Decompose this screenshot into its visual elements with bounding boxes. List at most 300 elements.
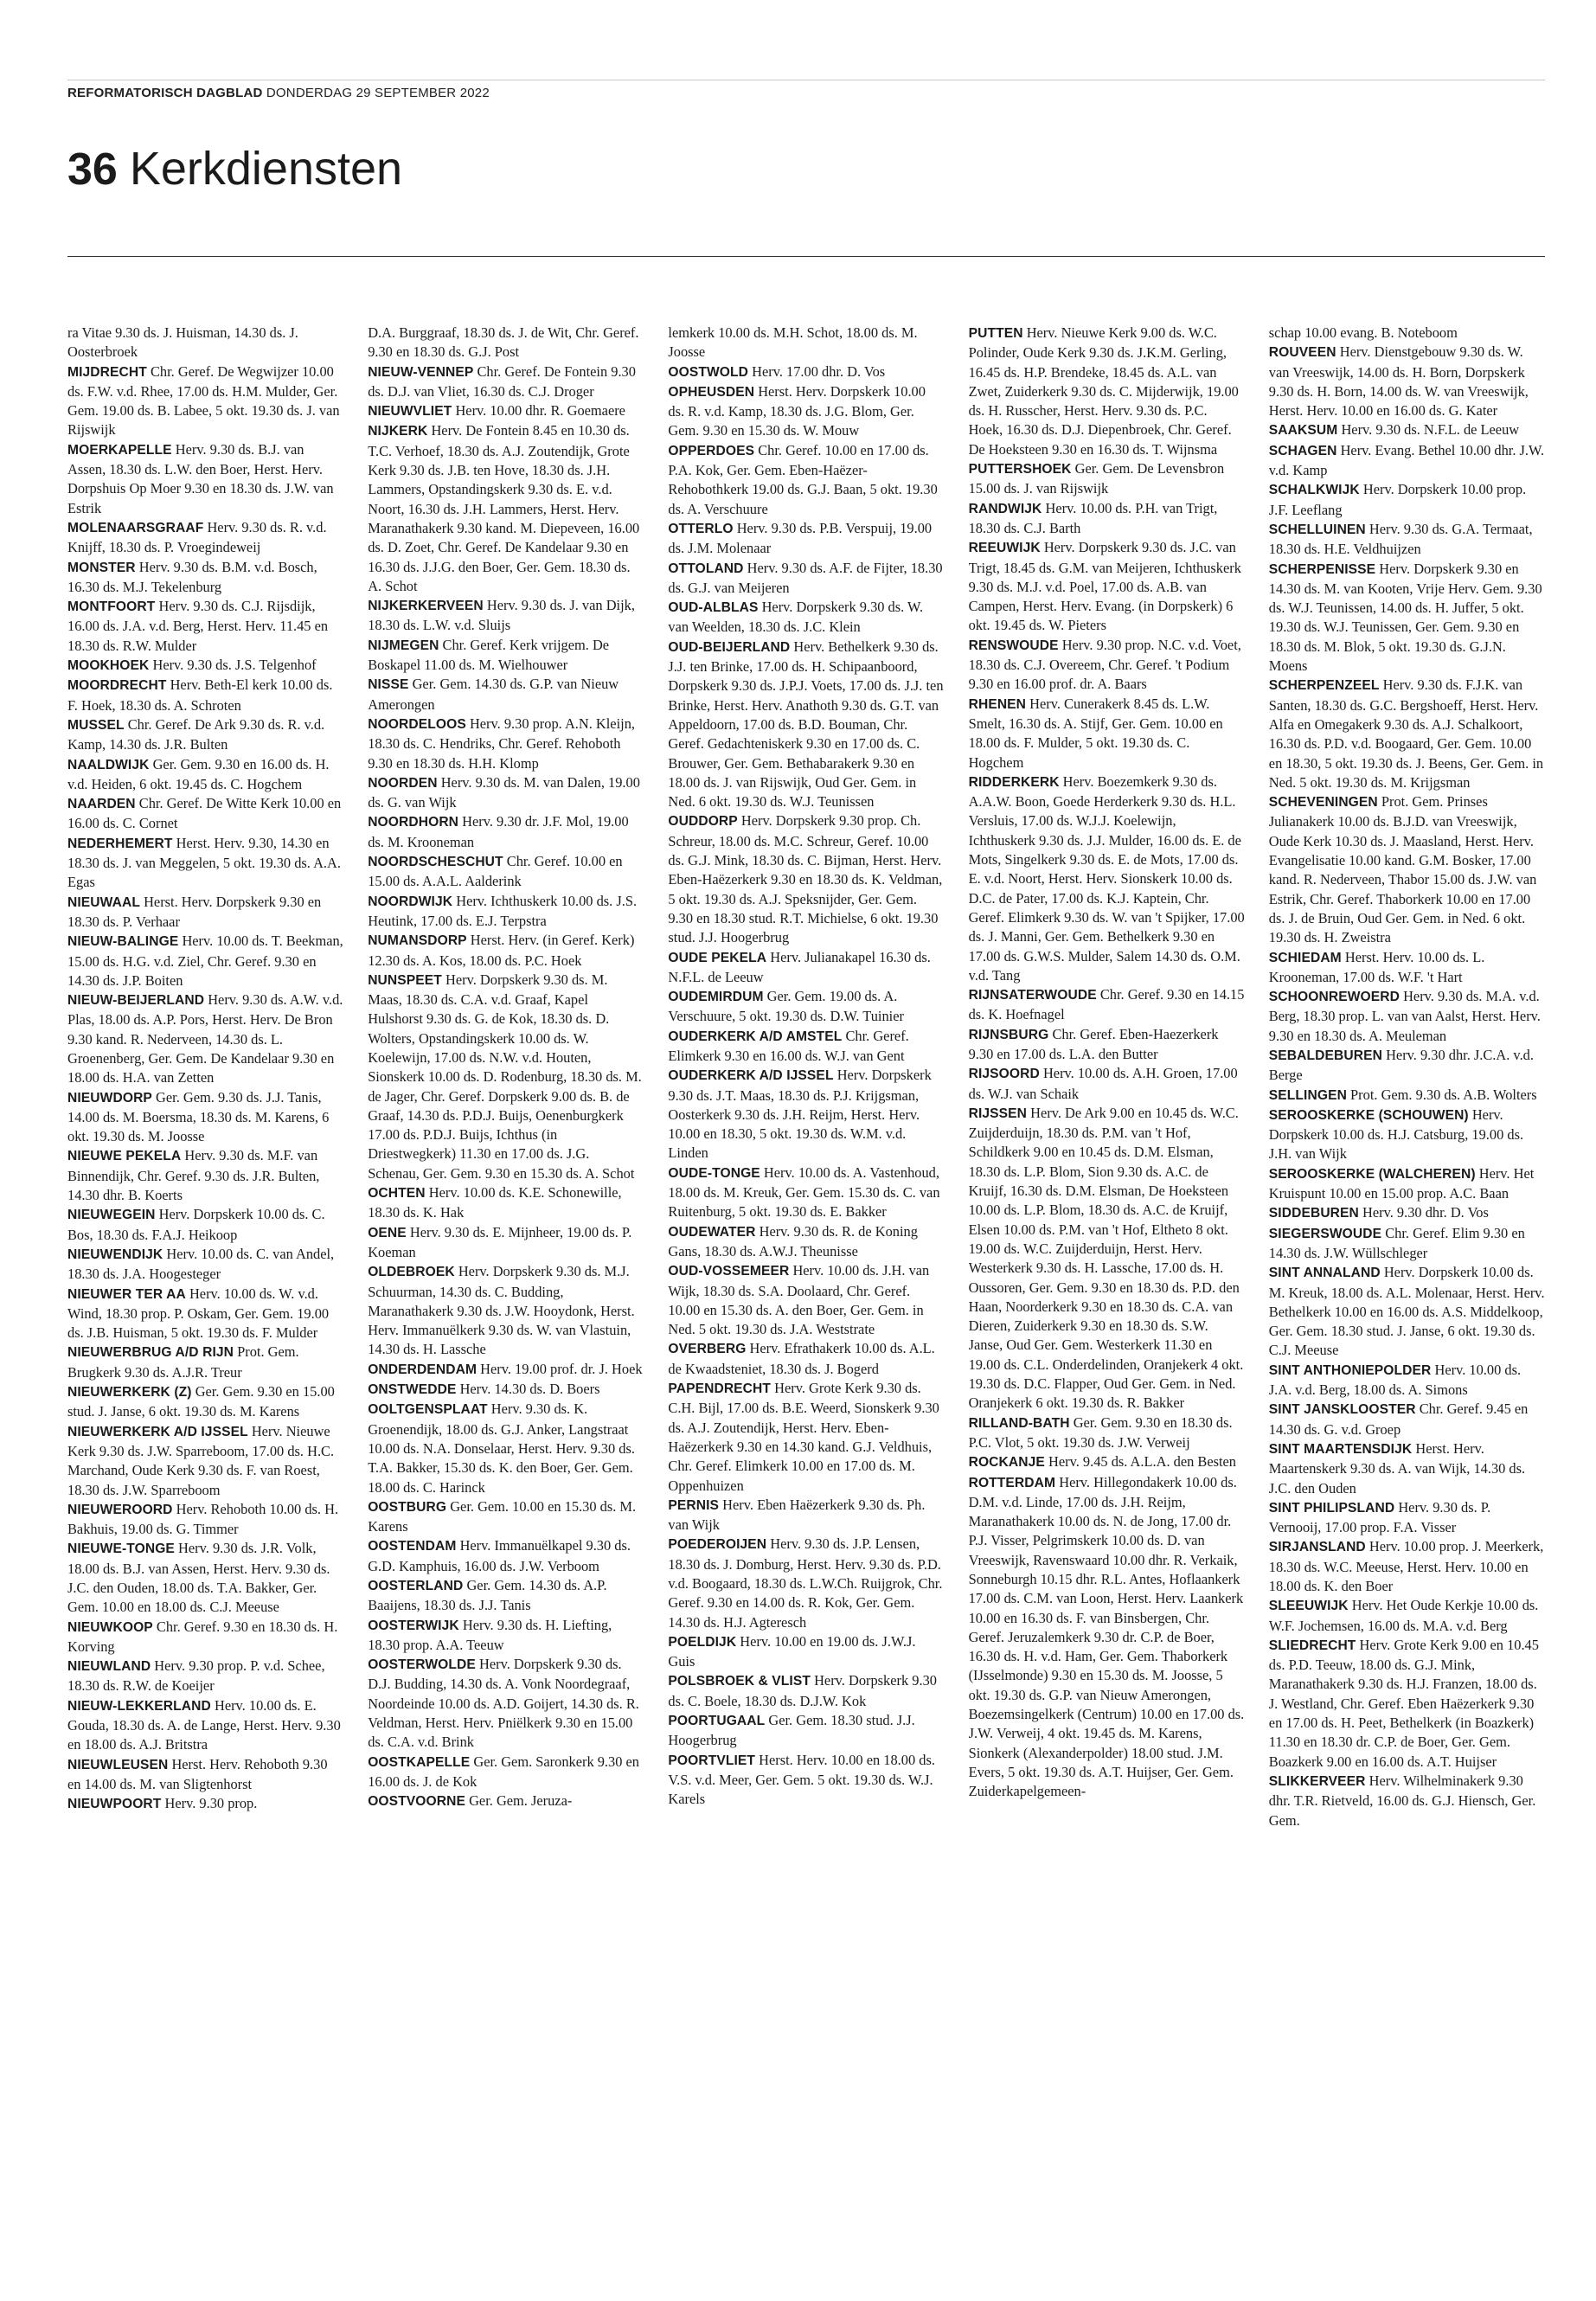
- listing-entry: [969, 1452, 1245, 1472]
- service-details: Herv. 9.30 ds. B.J. van Assen, 18.30 ds. L.W. den Boer, Herst. Herv. Dorpshuis Op Moer 9.30 en 18.30 ds. J.W. van Estrik: [67, 440, 334, 516]
- listing-entry: [1269, 420, 1545, 440]
- service-details: Herst. Herv. 10.00 ds. L. Krooneman, 17.00 ds. W.F. 't Hart: [1268, 948, 1485, 985]
- place-name: REEUWIJK: [968, 541, 1041, 556]
- listing-entry: [368, 1360, 644, 1380]
- place-name: NIEUWLEUSEN: [67, 1757, 169, 1772]
- listing-entry: [668, 559, 944, 599]
- listing-entry: [969, 324, 1245, 459]
- listing-entry: [67, 1205, 343, 1245]
- listing-entry: [67, 794, 343, 834]
- listing-entry: [1269, 480, 1545, 520]
- place-name: MIJDRECHT: [67, 364, 147, 380]
- service-details: Herv. 9.30 prop. N.C. v.d. Voet, 18.30 ds. C.J. Overeem, Chr. Geref. 't Podium 9.30 en 16.00 prof. dr. A. Baars: [968, 636, 1241, 693]
- listing-entry: [67, 990, 343, 1087]
- place-name: MUSSEL: [67, 717, 125, 733]
- service-details: Herv. Dorpskerk 9.30 ds. J.C. van Trigt, 18.45 ds. G.M. van Meijeren, Ichthuskerk 9.30 ds. M.J. v.d. Poel, 17.00 ds. A.B. van Campen, Herst. Herv. Evang. (in Dorpskerk) 6 okt. 19.45 ds. W. Pieters: [968, 539, 1241, 634]
- page-header: [67, 80, 1545, 194]
- place-name: SINT PHILIPSLAND: [1268, 1500, 1395, 1516]
- listing-entry: [1269, 1636, 1545, 1772]
- place-name: MOOKHOEK: [67, 658, 150, 674]
- place-name: OOSTVOORNE: [368, 1794, 465, 1810]
- place-name: SCHELLUINEN: [1268, 522, 1366, 537]
- service-details: Herv. Dorpskerk 9.30 ds. W. van Weelden, 18.30 ds. J.C. Klein: [668, 599, 924, 636]
- place-name: PAPENDRECHT: [668, 1381, 772, 1397]
- service-details: Herv. 10.00 ds. E. Gouda, 18.30 ds. A. de Lange, Herst. Herv. 9.30 en 18.00 ds. A.J. Britstra: [67, 1696, 341, 1753]
- listing-entry: [969, 985, 1245, 1025]
- listing-entry: [668, 1671, 944, 1711]
- place-name: SCHALKWIJK: [1268, 483, 1360, 498]
- listing-entry: [368, 636, 644, 676]
- listing-entry: [67, 834, 343, 893]
- service-details: Herv. Boezemkerk 9.30 ds. A.A.W. Boon, Goede Herderkerk 9.30 ds. H.L. Versluis, 17.00 ds. W.J.J. Koelewijn, Ichthuskerk 9.30 ds. J.J. Mulder, 16.00 ds. E. de Mots, Singelkerk 9.30 ds. E. de Mots, 17.00 ds. E. v.d. Noort, Herst. Herv. Sionskerk 10.00 ds. D.C. de Pater, 17.00 ds. K.J. Kaptein, Chr. Geref. Elimkerk 9.30 ds. W. van 't Spijker, 17.00 ds. J. Manni, Ger. Gem. Bethelkerk 9.30 en 17.00 ds. G.W.S. Mulder, Salem 14.30 ds. O.M. v.d. Tang: [968, 772, 1245, 984]
- listing-entry: [668, 987, 944, 1027]
- service-details: Herv. 9.30 ds. E. Mijnheer, 19.00 ds. P. Koeman: [368, 1223, 632, 1260]
- place-name: SINT ANNALAND: [1268, 1266, 1381, 1281]
- place-name: OOSTWOLD: [668, 364, 749, 380]
- service-details: D.A. Burggraaf, 18.30 ds. J. de Wit, Chr. Geref. 9.30 en 18.30 ds. G.J. Post: [368, 324, 639, 361]
- listing-entry: [368, 1616, 644, 1656]
- service-details: Herv. 9.30 prop.: [164, 1795, 258, 1812]
- listing-entry: [368, 852, 644, 892]
- service-details: Herv. Dorpskerk 10.00 ds. M. Kreuk, 18.00 ds. A.L. Molenaar, Herst. Herv. Bethelkerk 10.00 en 16.00 ds. A.S. Middelkoop, Ger. Gem. 18.30 stud. J. Janse, 6 okt. 19.30 ds. C.J. Meeuse: [1268, 1264, 1545, 1359]
- place-name: SLIKKERVEER: [1268, 1773, 1366, 1789]
- column-5: [1269, 324, 1545, 2287]
- listing-entry: [1269, 1361, 1545, 1400]
- service-details: Prot. Gem. 9.30 ds. A.B. Wolters: [1350, 1086, 1537, 1103]
- listing-entry: [668, 362, 944, 382]
- listing-entry: [67, 440, 343, 518]
- service-details: Herv. 9.30 prop. P. v.d. Schee, 18.30 ds. R.W. de Koeijer: [67, 1657, 325, 1695]
- service-details: lemkerk 10.00 ds. M.H. Schot, 18.00 ds. M. Joosse: [668, 324, 918, 361]
- place-name: SEBALDEBUREN: [1268, 1048, 1382, 1063]
- place-name: SCHIEDAM: [1268, 950, 1342, 965]
- place-name: POORTUGAAL: [668, 1714, 766, 1729]
- listing-entry: [668, 1027, 944, 1067]
- service-details: Herv. Dorpskerk 10.00 ds. H.J. Catsburg, 19.00 ds. J.H. van Wijk: [1268, 1106, 1524, 1163]
- listing-entry: [67, 1500, 343, 1540]
- service-details: Herv. Nieuwe Kerk 9.00 ds. W.C. Polinder, Oude Kerk 9.30 ds. J.K.M. Gerling, 16.45 ds. H.P. Brendeke, 18.45 ds. A.L. van Zwet, Zuiderkerk 9.30 ds. C. Mijderwijk, 19.00 ds. H. Russcher, Herst. Herv. 9.30 ds. P.C. Hoek, 16.30 ds. D.J. Diepenbroek, Chr. Geref. De Hoeksteen 9.30 en 16.30 ds. T. Wijnsma: [968, 324, 1239, 458]
- place-name: SCHERPENZEEL: [1268, 678, 1380, 694]
- title-row: [67, 142, 1545, 194]
- place-name: SEROOSKERKE (SCHOUWEN): [1268, 1107, 1469, 1123]
- service-details: Herv. 9.30 ds. G.A. Termaat, 18.30 ds. H.E. Veldhuijzen: [1268, 520, 1533, 558]
- listing-entry: [67, 1382, 343, 1422]
- service-details: Herv. Dorpskerk 9.30 prop. Ch. Schreur, 18.00 ds. M.C. Schreur, Geref. 10.00 ds. G.J. Mink, 18.30 ds. C. Bijman, Herst. Herv. Eben-Haëzerkerk 9.30 en 18.30 ds. K. Veldman, 5 okt. 19.30 ds. A.J. Speksnijder, Ger. Gem. 9.30 en 18.30 stud. R.T. Michielse, 6 okt. 19.30 stud. J.J. Hoogerbrug: [668, 812, 943, 946]
- listing-entry: [668, 519, 944, 559]
- service-details: Herv. 9.30 ds. P.B. Verspuij, 19.00 ds. J.M. Molenaar: [668, 519, 933, 557]
- service-details: Herv. Wilhelminakerk 9.30 dhr. T.R. Rietveld, 16.00 ds. G.J. Hiensch, Ger. Gem.: [1268, 1772, 1536, 1829]
- listing-entry: [1269, 1596, 1545, 1636]
- service-details: Herv. 10.00 ds. C. van Andel, 18.30 ds. J.A. Hoogesteger: [67, 1245, 335, 1283]
- listing-entry: [668, 1066, 944, 1163]
- service-details: Herv. 9.30 ds. B.M. v.d. Bosch, 16.30 ds. M.J. Tekelenburg: [67, 558, 317, 595]
- place-name: OCHTEN: [368, 1186, 426, 1202]
- column-2: [368, 324, 644, 2287]
- listing-entry: [67, 1285, 343, 1343]
- listing-entry: [1269, 676, 1545, 792]
- service-details: Ger. Gem. 19.00 ds. A. Verschuure, 5 okt. 19.30 ds. D.W. Tuinier: [668, 988, 904, 1025]
- place-name: NOORDELOOS: [368, 716, 466, 732]
- place-name: NIJKERKERVEEN: [368, 599, 484, 614]
- place-name: OOSTKAPELLE: [368, 1754, 471, 1770]
- place-name: NIEUWAAL: [67, 894, 140, 910]
- place-name: ROCKANJE: [968, 1455, 1045, 1471]
- listing-entry: [67, 518, 343, 558]
- service-details: Herv. 9.30 ds. A.W. v.d. Plas, 18.00 ds. A.P. Pors, Herst. Herv. De Bron 9.30 kand. R. Nederveen, 14.30 ds. L. Groenenberg, Ger. Gem. De Kandelaar 9.30 en 18.00 ds. H.A. van Zetten: [67, 991, 343, 1086]
- place-name: NAALDWIJK: [67, 757, 150, 772]
- service-details: Herst. Herv. 10.00 en 18.00 ds. V.S. v.d. Meer, Ger. Gem. 5 okt. 19.30 ds. W.J. Karels: [668, 1751, 935, 1808]
- service-details: Ger. Gem. 10.00 en 15.30 ds. M. Karens: [368, 1497, 637, 1535]
- place-name: OOSTENDAM: [368, 1539, 457, 1554]
- listing-entry: [368, 812, 644, 852]
- service-details: Chr. Geref. 10.00 en 17.00 ds. P.A. Kok, Ger. Gem. Eben-Haëzer-Rehobothkerk 19.00 ds. G.J. Baan, 5 okt. 19.30 ds. A. Verschuure: [668, 441, 938, 517]
- place-name: NAARDEN: [67, 797, 136, 812]
- service-details: Ger. Gem. De Levensbron 15.00 ds. J. van Rijswijk: [968, 460, 1225, 497]
- place-name: ONDERDENDAM: [368, 1362, 478, 1377]
- service-details: Herv. Grote Kerk 9.30 ds. C.H. Bijl, 17.00 ds. B.E. Weerd, Sionskerk 9.30 ds. A.J. Zoutendijk, Herst. Herv. Eben-Haëzerkerk 9.30 en 14.30 kand. G.J. Veldhuis, Chr. Geref. Elimkerk 10.00 en 17.00 ds. M. Oppenhuizen: [668, 1380, 939, 1494]
- listing-entry: [969, 772, 1245, 985]
- service-details: Herst. Herv. Rehoboth 9.30 en 14.00 ds. M. van Sligtenhorst: [67, 1755, 328, 1792]
- service-details: Herv. 9.30 ds. M.F. van Binnendijk, Chr. Geref. 9.30 ds. J.R. Bulten, 14.30 dhr. B. Koerts: [67, 1147, 320, 1204]
- place-name: SCHAGEN: [1268, 443, 1337, 458]
- place-name: SIRJANSLAND: [1268, 1540, 1366, 1555]
- section-title: Kerkdiensten: [129, 143, 403, 195]
- listing-entry: [1269, 1498, 1545, 1538]
- service-details: Herv. 9.30 ds. C.J. Rijsdijk, 16.00 ds. J.A. v.d. Berg, Herst. Herv. 11.45 en 18.30 ds. R.W. Mulder: [67, 598, 329, 654]
- listing-entry: [668, 948, 944, 988]
- listing-entry: [668, 1711, 944, 1751]
- place-name: NIEUWLAND: [67, 1659, 151, 1675]
- place-name: NIEUWENDIJK: [67, 1247, 163, 1262]
- service-details: Herv. Bethelkerk 9.30 ds. J.J. ten Brinke, 17.00 ds. H. Schipaanboord, Dorpskerk 9.30 ds. J.P.J. Voets, 17.00 ds. J.J. ten Brinke, Herst. Herv. Anathoth 9.30 ds. G.T. van Appeldoorn, 17.00 ds. B.D. Bouman, Chr. Geref. Gedachteniskerk 9.30 en 17.00 ds. C. Brouwer, Ger. Gem. Bethabarakerk 9.30 en 18.00 ds. J. van Rijswijk, Oud Ger. Gem. in Ned. 6 okt. 19.30 ds. W.J. Teunissen: [668, 638, 944, 811]
- listing-entry: [668, 1222, 944, 1262]
- service-details: Herv. Dienstgebouw 9.30 ds. W. van Vreeswijk, 14.00 ds. H. Born, Dorpskerk 9.30 ds. H. Born, 14.00 ds. W. van Vreeswijk, Herst. Herv. 10.00 en 16.00 ds. G. Kater: [1268, 343, 1529, 420]
- listing-entry: [368, 1262, 644, 1359]
- place-name: NIEUW-VENNEP: [368, 364, 474, 380]
- publication-name: REFORMATORISCH DAGBLAD: [67, 86, 263, 100]
- listing-entry: [67, 1696, 343, 1755]
- service-details: Chr. Geref. De Wegwijzer 10.00 ds. F.W. v.d. Rhee, 17.00 ds. H.M. Mulder, Ger. Gem. 19.00 ds. B. Labee, 5 okt. 19.30 ds. J. van Rijswijk: [67, 362, 340, 439]
- service-details: schap 10.00 evang. B. Noteboom: [1268, 324, 1458, 341]
- service-details: Herv. 9.30 ds. A.F. de Fijter, 18.30 ds. G.J. van Meijeren: [668, 559, 943, 596]
- place-name: NIEUWDORP: [67, 1090, 152, 1106]
- place-name: NIEUW-BALINGE: [67, 934, 179, 950]
- service-details: Herv. 10.00 ds. J.A. v.d. Berg, 18.00 ds. A. Simons: [1268, 1361, 1522, 1399]
- service-details: Ger. Gem. 14.30 ds. G.P. van Nieuw Amerongen: [368, 676, 619, 713]
- listing-entry: [67, 1146, 343, 1205]
- listings-columns: [67, 324, 1545, 2287]
- listing-entry: [1269, 560, 1545, 676]
- listing-entry: [668, 1496, 944, 1535]
- place-name: NEDERHEMERT: [67, 836, 173, 851]
- listing-entry: [1269, 948, 1545, 988]
- service-details: Chr. Geref. Elim 9.30 en 14.30 ds. J.W. Wüllschleger: [1268, 1224, 1525, 1261]
- place-name: PUTTERSHOEK: [968, 462, 1072, 478]
- place-name: RHENEN: [968, 696, 1027, 712]
- service-details: Herv. 10.00 prop. J. Meerkerk, 18.30 ds. W.C. Meeuse, Herst. Herv. 10.00 en 18.00 ds. K. den Boer: [1268, 1538, 1544, 1594]
- service-details: Herv. 9.30 ds. M. van Dalen, 19.00 ds. G. van Wijk: [368, 773, 640, 811]
- listing-entry: [668, 598, 944, 638]
- service-details: Herv. Dorpskerk 9.30 ds. M.J. Schuurman, 14.30 ds. C. Budding, Maranathakerk 9.30 ds. J.W. Hooydonk, Herst. Herv. Immanuëlkerk 9.30 ds. W. van Vlastuin, 14.30 ds. H. Lassche: [368, 1263, 635, 1358]
- service-details: Herv. 9.30 ds. J.R. Volk, 18.00 ds. B.J. van Assen, Herst. Herv. 9.30 ds. J.C. den Ouden, 18.00 ds. T.A. Bakker, Ger. Gem. 10.00 en 18.00 ds. C.J. Meeuse: [67, 1540, 330, 1616]
- listing-entry: [1269, 792, 1545, 947]
- place-name: NIEUWKOOP: [67, 1619, 153, 1635]
- listing-entry: [368, 596, 644, 636]
- listing-entry: [1269, 1439, 1545, 1498]
- listing-entry: [1269, 520, 1545, 560]
- place-name: ONSTWEDDE: [368, 1382, 457, 1398]
- service-details: Herv. Beth-El kerk 10.00 ds. F. Hoek, 18.30 ds. A. Schroten: [67, 676, 333, 714]
- place-name: SAAKSUM: [1268, 423, 1338, 439]
- listing-entry: [368, 971, 644, 1183]
- place-name: OUDDORP: [668, 814, 738, 830]
- service-details: Herv. 10.00 ds. A. Vastenhoud, 18.00 ds. M. Kreuk, Ger. Gem. 15.30 ds. C. van Ruitenburg, 5 okt. 19.30 ds. E. Bakker: [668, 1163, 940, 1221]
- place-name: RIJNSATERWOUDE: [968, 988, 1097, 1003]
- service-details: Herv. Rehoboth 10.00 ds. H. Bakhuis, 19.00 ds. G. Timmer: [67, 1500, 339, 1538]
- listing-entry: [67, 558, 343, 598]
- service-details: Herst. Herv. Dorpskerk 10.00 ds. R. v.d. Kamp, 18.30 ds. J.G. Blom, Ger. Gem. 9.30 en 15.30 ds. W. Mouw: [668, 382, 926, 439]
- service-details: Chr. Geref. Elimkerk 9.30 en 16.00 ds. W.J. van Gent: [668, 1027, 909, 1064]
- place-name: SCHERPENISSE: [1268, 561, 1376, 577]
- place-name: NIEUW-BEIJERLAND: [67, 993, 205, 1009]
- place-name: OENE: [368, 1225, 407, 1240]
- place-name: SLEEUWIJK: [1268, 1599, 1349, 1614]
- listing-entry: [668, 1379, 944, 1496]
- listing-entry: [368, 324, 644, 362]
- listing-entry: [67, 1422, 343, 1500]
- place-name: MOORDRECHT: [67, 678, 167, 694]
- place-name: PERNIS: [668, 1497, 720, 1513]
- listing-entry: [368, 1497, 644, 1537]
- service-details: ra Vitae 9.30 ds. J. Huisman, 14.30 ds. J. Oosterbroek: [67, 324, 298, 361]
- listing-entry: [668, 638, 944, 812]
- listing-entry: [368, 1655, 644, 1752]
- place-name: RIJSSEN: [968, 1106, 1028, 1121]
- service-details: Herv. Immanuëlkapel 9.30 ds. G.D. Kamphuis, 16.00 ds. J.W. Verboom: [368, 1537, 631, 1574]
- listing-entry: [668, 1632, 944, 1672]
- service-details: Prot. Gem. Prinses Julianakerk 10.00 ds. B.J.D. van Vreeswijk, Oude Kerk 10.30 ds. J. Maasland, Herst. Herv. Evangelisatie 10.00 kand. G.M. Bosker, 17.00 kand. R. Nederveen, Thabor 15.00 ds. J.W. van Estrik, Chr. Geref. Thaborkerk 10.00 en 17.00 ds. J. de Bruin, Oud Ger. Gem. in Ned. 6 okt. 19.30 ds. H. Zweistra: [1268, 793, 1537, 946]
- place-name: SELLINGEN: [1268, 1087, 1347, 1103]
- listing-entry: [1269, 1537, 1545, 1596]
- place-name: RILLAND-BATH: [968, 1415, 1070, 1431]
- place-name: SEROOSKERKE (WALCHEREN): [1268, 1166, 1476, 1182]
- service-details: Herv. Efrathakerk 10.00 ds. A.L. de Kwaadsteniet, 18.30 ds. J. Bogerd: [668, 1340, 935, 1377]
- listing-entry: [969, 1104, 1245, 1413]
- listing-entry: [368, 773, 644, 813]
- column-1: [67, 324, 343, 2287]
- place-name: MONSTER: [67, 560, 136, 575]
- service-details: Herv. 9.30 prop. A.N. Kleijn, 18.30 ds. C. Hendriks, Chr. Geref. Rehoboth 9.30 en 18.30 ds. H.H. Klomp: [368, 715, 635, 772]
- place-name: NIEUWERKERK (Z): [67, 1385, 192, 1400]
- listing-entry: [969, 538, 1245, 635]
- listing-entry: [1269, 987, 1545, 1046]
- service-details: Ger. Gem. Jeruza-: [469, 1792, 573, 1810]
- listing-entry: [67, 1794, 343, 1814]
- place-name: OVERBERG: [668, 1342, 747, 1357]
- service-details: Herv. 9.30 ds. M.A. v.d. Berg, 18.30 prop. L. van van Aalst, Herst. Herv. 9.30 en 18.30 ds. A. Meuleman: [1268, 988, 1541, 1044]
- listing-entry: [668, 811, 944, 947]
- service-details: Herv. Het Kruispunt 10.00 en 15.00 prop. A.C. Baan: [1268, 1164, 1535, 1202]
- listing-entry: [668, 1535, 944, 1631]
- service-details: Herv. 9.30 ds. J. van Dijk, 18.30 ds. L.W. v.d. Sluijs: [368, 597, 635, 634]
- service-details: Herv. 10.00 ds. P.H. van Trigt, 18.30 ds. C.J. Barth: [968, 499, 1218, 536]
- listing-entry: [1269, 1224, 1545, 1264]
- service-details: Herv. Hillegondakerk 10.00 ds. D.M. v.d. Linde, 17.00 ds. J.H. Reijm, Maranathakerk 10.00 ds. N. de Jong, 17.00 dr. P.J. Visser, Pelgrimskerk 10.00 ds. D. van Vreeswijk, Ravenswaard 10.00 dhr. R. Verkaik, Sonneburgh 10.15 dhr. R.L. Antes, Hoflaankerk 17.00 ds. C.M. van Loon, Herst. Herv. Laankerk 10.00 en 16.30 ds. F. van Binsbergen, Chr. Geref. Jeruzalemkerk 9.30 dr. C.P. de Boer, 16.30 ds. H. v.d. Ham, Ger. Gem. Thaborkerk (IJsselmonde) 9.30 en 15.30 ds. M. Joosse, 5 okt. 19.30 ds. G.P. van Nieuw Amerongen, Boezemsingelkerk (Centrum) 10.00 en 17.00 ds. J.W. Verweij, 4 okt. 19.45 ds. M. Karens, Sionkerk (Alexanderpolder) 18.00 stud. J.M. Evers, 5 okt. 19.30 ds. A.T. Huijser, Ger. Gem. Zuiderkapelgemeen-: [968, 1473, 1245, 1800]
- service-details: Herv. 9.30 ds. N.F.L. de Leeuw: [1341, 421, 1520, 439]
- service-details: Herv. 9.30 ds. K. Groenendijk, 18.00 ds. G.J. Anker, Langstraat 10.00 ds. N.A. Donselaar, Herst. Herv. 9.30 ds. T.A. Bakker, 15.30 ds. K. den Boer, Ger. Gem. 18.00 ds. C. Harinck: [368, 1400, 635, 1496]
- service-details: Herv. 10.00 ds. J.H. van Wijk, 18.30 ds. S.A. Doolaard, Chr. Geref. 10.00 en 15.30 ds. A. den Boer, Ger. Gem. in Ned. 5 okt. 19.30 ds. J.A. Weststrate: [668, 1262, 930, 1338]
- service-details: Herv. Dorpskerk 9.30 ds. C. Boele, 18.30 ds. D.J.W. Kok: [668, 1672, 937, 1709]
- place-name: NUNSPEET: [368, 972, 442, 988]
- service-details: Herv. Dorpskerk 10.00 ds. C. Bos, 18.30 ds. F.A.J. Heikoop: [67, 1206, 325, 1243]
- listing-entry: [969, 695, 1245, 772]
- listing-entry: [1269, 1400, 1545, 1439]
- place-name: NIEUWER TER AA: [67, 1286, 186, 1302]
- place-name: OUD-BEIJERLAND: [668, 639, 791, 655]
- place-name: NIEUWEGEIN: [67, 1208, 156, 1223]
- service-details: Herv. 9.30 ds. R. v.d. Knijff, 18.30 ds. P. Vroegindeweij: [67, 518, 327, 556]
- listing-entry: [668, 1751, 944, 1810]
- service-details: Ger. Gem. 9.30 en 16.00 ds. H. v.d. Heiden, 6 okt. 19.45 ds. C. Hogchem: [67, 755, 330, 792]
- place-name: NIEUWE-TONGE: [67, 1541, 175, 1557]
- service-details: Herst. Herv. Maartenskerk 9.30 ds. A. van Wijk, 14.30 ds. J.C. den Ouden: [1268, 1439, 1526, 1497]
- service-details: Herv. 9.30 dr. J.F. Mol, 19.00 ds. M. Krooneman: [368, 813, 629, 850]
- place-name: MONTFOORT: [67, 599, 156, 615]
- listing-entry: [67, 1343, 343, 1382]
- place-name: SLIEDRECHT: [1268, 1638, 1356, 1653]
- place-name: RANDWIJK: [968, 501, 1042, 516]
- listing-entry: [368, 715, 644, 773]
- service-details: Chr. Geref. 9.45 en 14.30 ds. G. v.d. Groep: [1268, 1400, 1529, 1438]
- place-name: OOSTBURG: [368, 1499, 447, 1515]
- service-details: Herv. De Fontein 8.45 en 10.30 ds. T.C. Verhoef, 18.30 ds. A.J. Zoutendijk, Grote Kerk 9.30 ds. J.B. ten Hove, 18.30 ds. J.H. Lammers, Opstandingskerk 9.30 ds. E. v.d. Noort, 16.30 ds. J.H. Lammers, Herst. Herv. Maranathakerk 9.30 kand. M. Diepeveen, 16.00 ds. D. Zoet, Chr. Geref. De Kandelaar 9.30 en 16.30 ds. J.J.G. den Boer, Ger. Gem. 18.30 ds. A. Schot: [368, 422, 640, 594]
- place-name: OOSTERWIJK: [368, 1618, 459, 1633]
- listing-entry: [969, 1473, 1245, 1802]
- listing-entry: [1269, 1203, 1545, 1223]
- place-name: OUD-ALBLAS: [668, 600, 759, 616]
- service-details: Herv. Dorpskerk 10.00 prop. J.F. Leeflang: [1268, 481, 1527, 518]
- listing-entry: [368, 1576, 644, 1616]
- place-name: NIJMEGEN: [368, 638, 439, 653]
- listing-entry: [969, 1413, 1245, 1453]
- listing-entry: [969, 1064, 1245, 1104]
- place-name: NUMANSDORP: [368, 933, 467, 949]
- place-name: OUDEWATER: [668, 1224, 756, 1240]
- service-details: Herst. Herv. (in Geref. Kerk) 12.30 ds. A. Kos, 18.00 ds. P.C. Hoek: [368, 932, 635, 969]
- service-details: Herv. Cunerakerk 8.45 ds. L.W. Smelt, 16.30 ds. A. Stijf, Ger. Gem. 10.00 en 18.00 ds. F. Mulder, 5 okt. 19.30 ds. C. Hogchem: [968, 695, 1223, 771]
- service-details: Herv. Dorpskerk 9.30 en 14.30 ds. M. van Kooten, Vrije Herv. Gem. 9.30 ds. W.J. Teunissen, 14.00 ds. H. Juffer, 5 okt. 19.30 ds. W.J. Teunissen, Ger. Gem. 9.30 en 18.30 ds. M. Blok, 5 okt. 19.30 ds. G.J.N. Moens: [1268, 560, 1542, 675]
- listing-entry: [668, 1339, 944, 1379]
- service-details: Herv. Het Oude Kerkje 10.00 ds. W.F. Jochemsen, 16.00 ds. M.A. v.d. Berg: [1268, 1597, 1539, 1634]
- service-details: Herv. 9.30 ds. F.J.K. van Santen, 18.30 ds. G.C. Bergshoeff, Herst. Herv. Alfa en Omegakerk 9.30 ds. A.J. Schalkoort, 16.30 ds. P.D. v.d. Boogaard, Ger. Gem. 10.00 en 18.30, 5 okt. 19.30 ds. J. Beens, Ger. Gem. in Ned. 5 okt. 19.30 ds. M. Krijgsman: [1268, 676, 1544, 791]
- listing-entry: [668, 382, 944, 441]
- place-name: POLSBROEK & VLIST: [668, 1674, 811, 1689]
- place-name: MOERKAPELLE: [67, 442, 172, 458]
- place-name: OLDEBROEK: [368, 1265, 455, 1280]
- listing-entry: [368, 421, 644, 596]
- listing-entry: [67, 1539, 343, 1617]
- service-details: Herv. Dorpskerk 9.30 ds. M. Maas, 18.30 ds. C.A. v.d. Graaf, Kapel Hulshorst 9.30 ds. G. de Kok, 18.30 ds. D. Wolters, Opstandingskerk 10.00 ds. W. Koelewijn, 17.00 ds. N.W. v.d. Houten, Sionskerk 10.00 ds. D. Rodenburg, 18.30 ds. M. de Jager, Chr. Geref. Dorpskerk 9.00 ds. B. de Graaf, 14.30 ds. P.D.J. Buijs, Oenenburgkerk 17.00 ds. P.D.J. Buijs, Ichthus (in Driestwegkerk) 11.30 en 17.00 ds. J.G. Schenau, Ger. Gem. 9.30 en 15.30 ds. A. Schot: [368, 971, 642, 1182]
- place-name: PUTTEN: [968, 326, 1023, 341]
- service-details: Herv. Julianakapel 16.30 ds. N.F.L. de Leeuw: [668, 948, 931, 985]
- service-details: Herv. Dorpskerk 9.30 ds. D.J. Budding, 14.30 ds. A. Vonk Noordegraaf, Noordeinde 10.00 ds. A.D. Goijert, 14.30 ds. R. Veldman, Herst. Herv. Pniëlkerk 9.30 en 15.00 ds. C.A. v.d. Brink: [368, 1656, 639, 1751]
- listing-entry: [1269, 1106, 1545, 1164]
- listing-entry: [67, 362, 343, 440]
- place-name: OUD-VOSSEMEER: [668, 1264, 790, 1279]
- service-details: Chr. Geref. 9.30 en 18.30 ds. H. Korving: [67, 1618, 338, 1655]
- listing-entry: [368, 1183, 644, 1223]
- listing-entry: [368, 1400, 644, 1497]
- service-details: Chr. Geref. Kerk vrijgem. De Boskapel 11.00 ds. M. Wielhouwer: [368, 636, 610, 674]
- place-name: OOSTERLAND: [368, 1579, 464, 1593]
- service-details: Herv. 9.30 ds. P. Vernooij, 17.00 prop. F.A. Visser: [1268, 1498, 1491, 1536]
- place-name: OTTERLO: [668, 521, 734, 536]
- listing-entry: [67, 1755, 343, 1795]
- place-name: OUDERKERK A/D IJSSEL: [668, 1068, 834, 1084]
- service-details: Ger. Gem. 9.30 en 18.30 ds. P.C. Vlot, 5 okt. 19.30 ds. J.W. Verweij: [968, 1413, 1233, 1451]
- place-name: NIEUWERBRUG A/D RIJN: [67, 1345, 234, 1361]
- service-details: Herv. 10.00 ds. K.E. Schonewille, 18.30 ds. K. Hak: [368, 1184, 622, 1221]
- place-name: NISSE: [368, 677, 409, 693]
- place-name: SINT ANTHONIEPOLDER: [1268, 1362, 1432, 1378]
- listing-entry: [368, 675, 644, 715]
- service-details: Chr. Geref. 10.00 en 15.00 ds. A.A.L. Aalderink: [368, 853, 623, 890]
- service-details: Herv. Dorpskerk 9.30 ds. J.T. Maas, 18.30 ds. P.J. Krijgsman, Oosterkerk 9.30 ds. J.H. Reijm, Herst. Herv. 10.00 en 18.30, 5 okt. 19.30 ds. W.M. v.d. Linden: [668, 1067, 932, 1162]
- listing-entry: [67, 1245, 343, 1285]
- place-name: OPPERDOES: [668, 443, 755, 458]
- place-name: SCHEVENINGEN: [1268, 795, 1378, 811]
- place-name: POELDIJK: [668, 1634, 737, 1650]
- listing-entry: [368, 931, 644, 971]
- service-details: Herv. 17.00 dhr. D. Vos: [752, 362, 886, 380]
- listing-entry: [969, 499, 1245, 539]
- listing-entry: [67, 893, 343, 933]
- listing-entry: [368, 1536, 644, 1576]
- column-3: [668, 324, 944, 2287]
- service-details: Herv. Evang. Bethel 10.00 dhr. J.W. v.d. Kamp: [1268, 441, 1545, 479]
- service-details: Herv. 9.30 ds. R. de Koning Gans, 18.30 ds. A.W.J. Theunisse: [668, 1222, 918, 1259]
- service-details: Herv. 10.00 en 19.00 ds. J.W.J. Guis: [668, 1632, 916, 1670]
- listing-entry: [969, 1025, 1245, 1065]
- listing-entry: [1269, 1046, 1545, 1086]
- service-details: Herv. 10.00 ds. A.H. Groen, 17.00 ds. W.J. van Schaik: [968, 1065, 1238, 1102]
- place-name: RIJNSBURG: [968, 1027, 1049, 1042]
- service-details: Chr. Geref. De Fontein 9.30 ds. D.J. van Vliet, 16.30 ds. C.J. Droger: [368, 362, 636, 400]
- publication-line: [67, 80, 1545, 100]
- service-details: Herv. 19.00 prof. dr. J. Hoek: [480, 1360, 643, 1377]
- service-details: Ger. Gem. Saronkerk 9.30 en 16.00 ds. J. de Kok: [368, 1753, 639, 1790]
- place-name: RIJSOORD: [968, 1067, 1040, 1082]
- place-name: NIEUWPOORT: [67, 1797, 162, 1812]
- service-details: Herv. 9.30 dhr. D. Vos: [1362, 1204, 1489, 1221]
- service-details: Ger. Gem. 14.30 ds. A.P. Baaijens, 18.30 ds. J.J. Tanis: [368, 1577, 607, 1614]
- place-name: OTTOLAND: [668, 561, 744, 576]
- listing-entry: [368, 1753, 644, 1792]
- place-name: SINT MAARTENSDIJK: [1268, 1441, 1413, 1457]
- listing-entry: [1269, 1164, 1545, 1204]
- listing-entry: [1269, 1772, 1545, 1830]
- service-details: Herv. 9.30 ds. J.S. Telgenhof: [152, 657, 317, 674]
- service-details: Chr. Geref. 9.30 en 14.15 ds. K. Hoefnagel: [968, 986, 1245, 1023]
- listing-entry: [668, 324, 944, 362]
- service-details: Herv. Ichthuskerk 10.00 ds. J.S. Heutink, 17.00 ds. E.J. Terpstra: [368, 892, 638, 929]
- service-details: Chr. Geref. De Witte Kerk 10.00 en 16.00 ds. C. Cornet: [67, 795, 342, 832]
- place-name: NOORDWIJK: [368, 894, 453, 909]
- listing-entry: [668, 1163, 944, 1222]
- listing-entry: [969, 459, 1245, 499]
- page-number: 36: [67, 144, 118, 195]
- listing-entry: [67, 932, 343, 990]
